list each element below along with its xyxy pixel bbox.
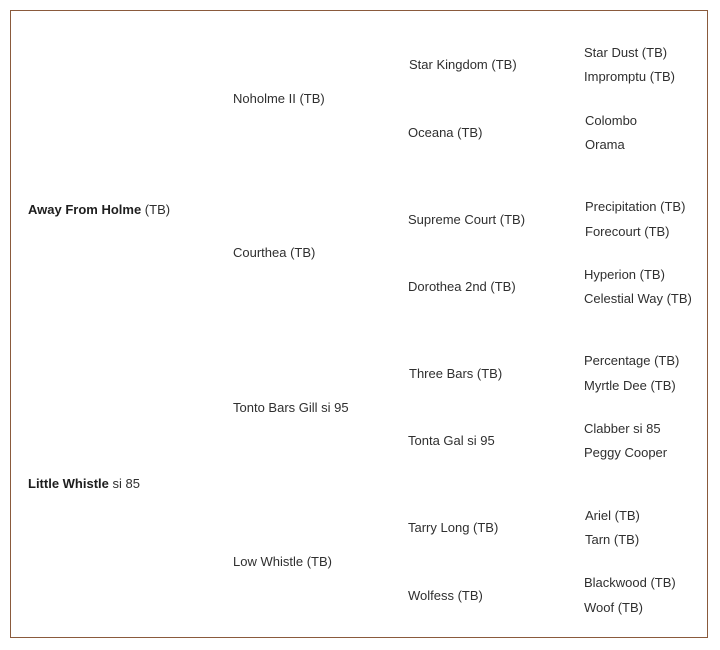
gen4-horse: Myrtle Dee (TB)	[584, 378, 676, 393]
gen3-horse: Three Bars (TB)	[409, 366, 503, 381]
gen2-horse: Tonto Bars Gill si 95	[233, 400, 349, 415]
gen3-horse: Tonta Gal si 95	[408, 433, 495, 448]
gen4-horse: Hyperion (TB)	[584, 267, 665, 282]
gen4-horse: Celestial Way (TB)	[584, 291, 692, 306]
gen4-horse: Precipitation (TB)	[585, 199, 686, 214]
gen1-sire-suffix: (TB)	[141, 202, 171, 217]
gen4-horse: Orama	[585, 137, 625, 152]
gen2-horse: Courthea (TB)	[233, 245, 316, 260]
gen4-horse: Woof (TB)	[584, 600, 643, 615]
gen4-horse: Tarn (TB)	[585, 532, 640, 547]
gen4-horse: Colombo	[585, 113, 638, 128]
gen4-horse: Forecourt (TB)	[585, 224, 670, 239]
gen3-horse: Supreme Court (TB)	[408, 212, 526, 227]
gen3-horse: Tarry Long (TB)	[408, 520, 499, 535]
gen4-horse: Impromptu (TB)	[584, 69, 676, 84]
gen1-dam	[28, 476, 140, 492]
gen3-horse: Star Kingdom (TB)	[409, 57, 517, 72]
gen1-dam-name: Little Whistle	[28, 476, 109, 491]
gen2-horse: Low Whistle (TB)	[233, 554, 332, 569]
gen1-dam-suffix: si 85	[108, 476, 140, 491]
gen1-sire-name: Away From Holme	[28, 202, 142, 217]
gen4-horse: Clabber si 85	[584, 421, 661, 436]
gen4-horse: Peggy Cooper	[584, 445, 668, 460]
gen3-horse: Oceana (TB)	[408, 125, 483, 140]
gen4-horse: Ariel (TB)	[585, 508, 640, 523]
gen4-horse: Blackwood (TB)	[584, 575, 676, 590]
gen1-sire	[28, 202, 170, 218]
gen3-horse: Dorothea 2nd (TB)	[408, 279, 516, 294]
gen3-horse: Wolfess (TB)	[408, 588, 483, 603]
gen2-horse: Noholme II (TB)	[233, 91, 325, 106]
gen4-horse: Star Dust (TB)	[584, 45, 668, 60]
gen4-horse: Percentage (TB)	[584, 353, 680, 368]
